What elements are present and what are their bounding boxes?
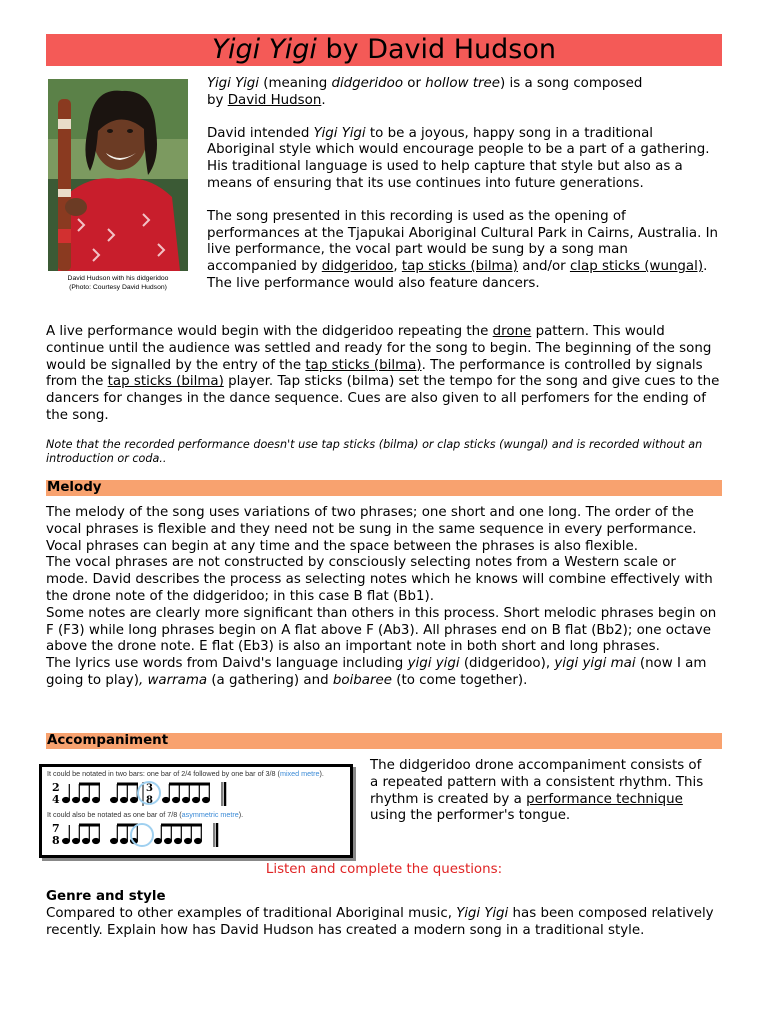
performance-technique-link[interactable]: performance technique xyxy=(526,791,683,807)
intro-paragraph-2 xyxy=(207,126,719,193)
notation-caption-1 xyxy=(47,769,350,778)
accompaniment-paragraph xyxy=(370,758,712,825)
text-span: yigi yigi xyxy=(407,656,460,672)
intro-text xyxy=(207,76,719,293)
text-span: has been composed relatively recently. Explain how has David Hudson has created a modern song in a traditional style. xyxy=(46,905,714,938)
song-name: Yigi Yigi xyxy=(456,905,509,921)
title-italic: Yigi Yigi xyxy=(212,34,317,65)
text-span: or xyxy=(403,76,426,91)
text-span: (meaning xyxy=(259,76,332,91)
text-span: (now I am going to play) xyxy=(46,656,707,688)
clap-sticks-link[interactable]: clap sticks (wungal) xyxy=(569,259,704,275)
photo-caption xyxy=(48,275,188,292)
time-signature-bottom: 8 xyxy=(52,834,60,847)
melody-section xyxy=(46,480,722,690)
david-hudson-photo xyxy=(48,79,188,271)
photo-illustration xyxy=(48,79,188,271)
text-span: David intended xyxy=(207,125,314,141)
melody-heading: Melody xyxy=(46,480,722,496)
didgeridoo-link[interactable]: didgeridoo xyxy=(321,259,394,275)
text-span: and/or xyxy=(518,259,570,275)
text-span: Compared to other examples of traditional Aboriginal music, xyxy=(46,905,457,921)
listen-instruction: Listen and complete the questions: xyxy=(265,862,503,877)
text-span: (a gathering) and xyxy=(207,672,333,688)
tap-sticks-link[interactable]: tap sticks (bilma) xyxy=(305,357,422,373)
text-span: (didgeridoo), xyxy=(459,656,555,672)
text-span: The lyrics use words from Daivd's language including xyxy=(46,656,408,672)
worksheet-page xyxy=(46,34,722,938)
text-span: yigi yigi mai xyxy=(554,656,636,672)
text-span: . xyxy=(321,92,326,108)
photo-caption-line1: David Hudson with his didgeridoo xyxy=(67,275,169,282)
intro-paragraph-1 xyxy=(207,76,719,110)
accompaniment-text xyxy=(370,758,712,825)
notation-line-2 xyxy=(46,819,346,849)
song-name: Yigi Yigi xyxy=(313,125,366,141)
text-span: player. Tap sticks (bilma) set the tempo for the song and give cues to the dancers for changes in the dance sequence. Cues are also given to all perfomers for the ending of the song. xyxy=(46,374,720,423)
text-span: (to come together). xyxy=(391,672,528,688)
tap-sticks-link[interactable]: tap sticks (bilma) xyxy=(401,259,519,275)
text-span: The song presented in this recording is used as the opening of performances at the Tjapukai Aboriginal Cultural Park in Cairns, Australia. In live performance, the vocal part would be sung by a song man accompanied by xyxy=(207,208,719,275)
text-span: ). xyxy=(319,769,324,778)
intro-paragraph-3 xyxy=(207,209,719,293)
genre-question xyxy=(46,906,722,940)
time-signature-top: 2 xyxy=(52,781,60,794)
text-span: It could be notated in two bars: one bar of 2/4 followed by one bar of 3/8 ( xyxy=(47,769,280,778)
text-span: ) is a song composed xyxy=(500,76,643,91)
text-span: asymmetric metre xyxy=(181,810,239,819)
melody-paragraph-3: Some notes are clearly more significant than others in this process. Short melodic phrases begin on F (F3) while long phrases begin on A flat above F (Ab3). All phrases end on B flat (Bb2); one octave above the drone note. E flat (Eb3) is also an important note in both short and long phrases. xyxy=(46,605,717,655)
melody-paragraph-1: The melody of the song uses variations of two phrases; one short and one long. The order of the vocal phrases is flexible and they need not be sung in the same sequence in every performance. Vocal phrases can begin at any time and the space between the phrases is also flexible. xyxy=(46,505,697,554)
live-performance-paragraph xyxy=(46,324,722,425)
accompaniment-heading: Accompaniment xyxy=(46,733,722,749)
time-signature-bottom: 4 xyxy=(52,793,60,806)
text-span: mixed metre xyxy=(279,769,320,778)
text-span: pattern. This would continue until the audience was settled and ready for the song to begin. The beginning of the song would be signalled by the entry of the xyxy=(46,324,712,373)
photo-caption-line2: (Photo: Courtesy David Hudson) xyxy=(69,283,167,291)
page-title xyxy=(46,34,722,66)
accompaniment-heading-wrap xyxy=(46,733,722,749)
text-span: It could also be notated as one bar of 7/8 ( xyxy=(47,810,182,819)
text-span: by xyxy=(207,92,228,108)
text-span: boibaree xyxy=(332,672,392,688)
david-hudson-link[interactable]: David Hudson xyxy=(227,92,322,108)
text-span: A live performance would begin with the didgeridoo repeating the xyxy=(46,324,493,339)
drone-link[interactable]: drone xyxy=(492,324,532,339)
melody-paragraph-2: The vocal phrases are not constructed by consciously selecting notes from a Western scale or mode. David describes the process as selecting notes which he knows will combine effectively with the drone note of the didgeridoo; in this case B flat (Bb1). xyxy=(46,555,713,604)
text-span: using the performer's tongue. xyxy=(370,808,571,824)
playhead-circle xyxy=(131,824,153,846)
recording-note: Note that the recorded performance doesn't use tap sticks (bilma) or clap sticks (wungal) and is recorded without an introduction or coda.. xyxy=(46,437,703,465)
photo-figure xyxy=(48,79,188,292)
genre-section xyxy=(46,889,722,939)
text-span: The didgeridoo drone accompaniment consists of a repeated pattern with a consistent rhythm. This rhythm is created by a xyxy=(370,758,704,807)
rhythm-notation-figure xyxy=(39,764,353,858)
text-span: . The performance is controlled by signals from the xyxy=(46,357,703,390)
listen-instruction-wrap xyxy=(46,862,722,879)
notation-caption-2 xyxy=(47,810,350,819)
song-name: Yigi Yigi xyxy=(207,76,260,91)
live-performance-section xyxy=(46,324,722,466)
notes-group-2 xyxy=(63,823,218,847)
time-signature-2-top: 3 xyxy=(146,783,153,794)
time-signature-2-bottom: 8 xyxy=(146,795,153,806)
genre-heading: Genre and style xyxy=(46,889,166,904)
text-span: , warrama xyxy=(138,672,208,688)
text-span: didgeridoo xyxy=(331,76,404,91)
text-span: . The live performance would also feature dancers. xyxy=(207,259,708,291)
melody-paragraph-4 xyxy=(46,656,722,690)
text-span: to be a joyous, happy song in a traditional Aboriginal style which would encourage people to be a part of a gathering. His traditional language is used to help capture that style but also as a means of ensuring that its use continues into future generations. xyxy=(207,125,710,191)
title-rest: by David Hudson xyxy=(316,34,556,65)
notation-line-1 xyxy=(46,778,346,808)
time-signature-top: 7 xyxy=(52,822,60,835)
text-span: hollow tree xyxy=(425,76,501,91)
text-span: ). xyxy=(238,810,244,819)
text-span: , xyxy=(393,259,402,275)
tap-sticks-link[interactable]: tap sticks (bilma) xyxy=(107,374,224,390)
